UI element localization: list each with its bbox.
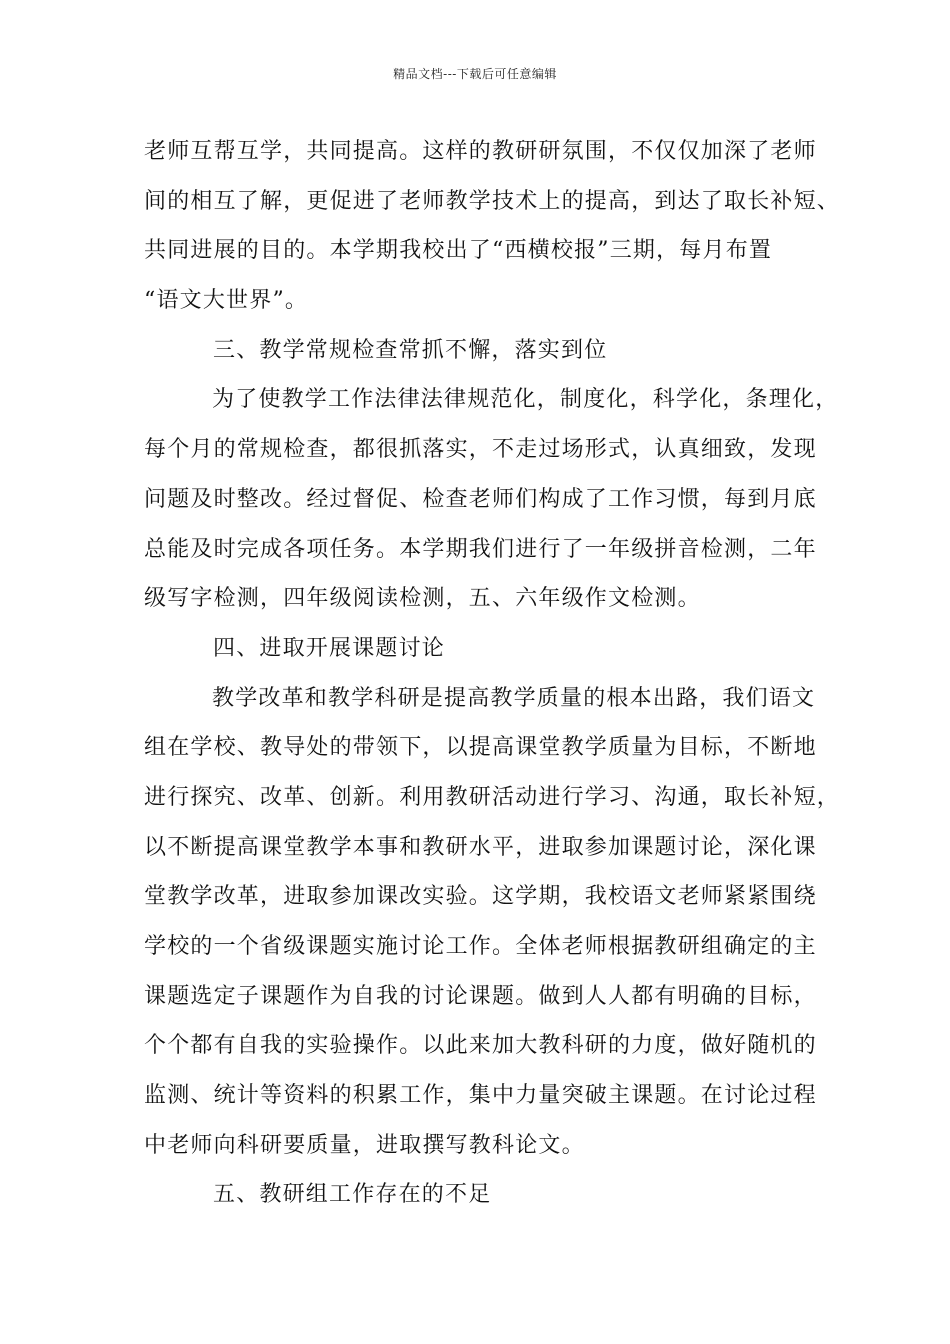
text-line: 间的相互了解，更促进了老师教学技术上的提高，到达了取长补短、 bbox=[144, 188, 841, 214]
text-line: 问题及时整改。经过督促、检查老师们构成了工作习惯，每到月底 bbox=[144, 486, 817, 512]
text-line: 教学改革和教学科研是提高教学质量的根本出路，我们语文 bbox=[212, 685, 816, 711]
text-line: 组在学校、教导处的带领下，以提高课堂教学质量为目标，不断地 bbox=[144, 735, 817, 761]
text-line: “语文大世界”。 bbox=[144, 288, 309, 314]
text-line: 中老师向科研要质量，进取撰写教科论文。 bbox=[144, 1132, 585, 1158]
text-line: 老师互帮互学，共同提高。这样的教研研氛围，不仅仅加深了老师 bbox=[144, 139, 817, 164]
document-body bbox=[144, 130, 841, 1223]
text-line: 级写字检测，四年级阅读检测，五、六年级作文检测。 bbox=[144, 586, 701, 612]
section-heading-3: 三、教学常规检查常抓不懈，落实到位 bbox=[213, 337, 608, 363]
text-line: 以不断提高课堂教学本事和教研水平，进取参加课题讨论，深化课 bbox=[144, 834, 817, 860]
page-header: 精品文档---下载后可任意编辑 bbox=[393, 67, 557, 81]
text-line: 总能及时完成各项任务。本学期我们进行了一年级拼音检测，二年 bbox=[144, 536, 817, 562]
text-line: 学校的一个省级课题实施讨论工作。全体老师根据教研组确定的主 bbox=[144, 934, 817, 959]
text-line: 每个月的常规检查，都很抓落实，不走过场形式，认真细致，发现 bbox=[144, 437, 817, 463]
text-line: 为了使教学工作法律法律规范化，制度化，科学化，条理化， bbox=[212, 387, 839, 413]
text-line: 进行探究、改革、创新。利用教研活动进行学习、沟通，取长补短， bbox=[144, 784, 841, 810]
text-line: 监测、统计等资料的积累工作，集中力量突破主课题。在讨论过程 bbox=[144, 1083, 817, 1109]
section-heading-5: 五、教研组工作存在的不足 bbox=[213, 1182, 492, 1208]
section-heading-4: 四、进取开展课题讨论 bbox=[213, 635, 446, 661]
text-line: 个个都有自我的实验操作。以此来加大教科研的力度，做好随机的 bbox=[144, 1033, 817, 1059]
text-line: 堂教学改革，进取参加课改实验。这学期，我校语文老师紧紧围绕 bbox=[144, 884, 817, 910]
text-line: 课题选定子课题作为自我的讨论课题。做到人人都有明确的目标， bbox=[144, 983, 817, 1009]
text-line: 共同进展的目的。本学期我校出了“西横校报”三期，每月布置 bbox=[144, 238, 773, 264]
